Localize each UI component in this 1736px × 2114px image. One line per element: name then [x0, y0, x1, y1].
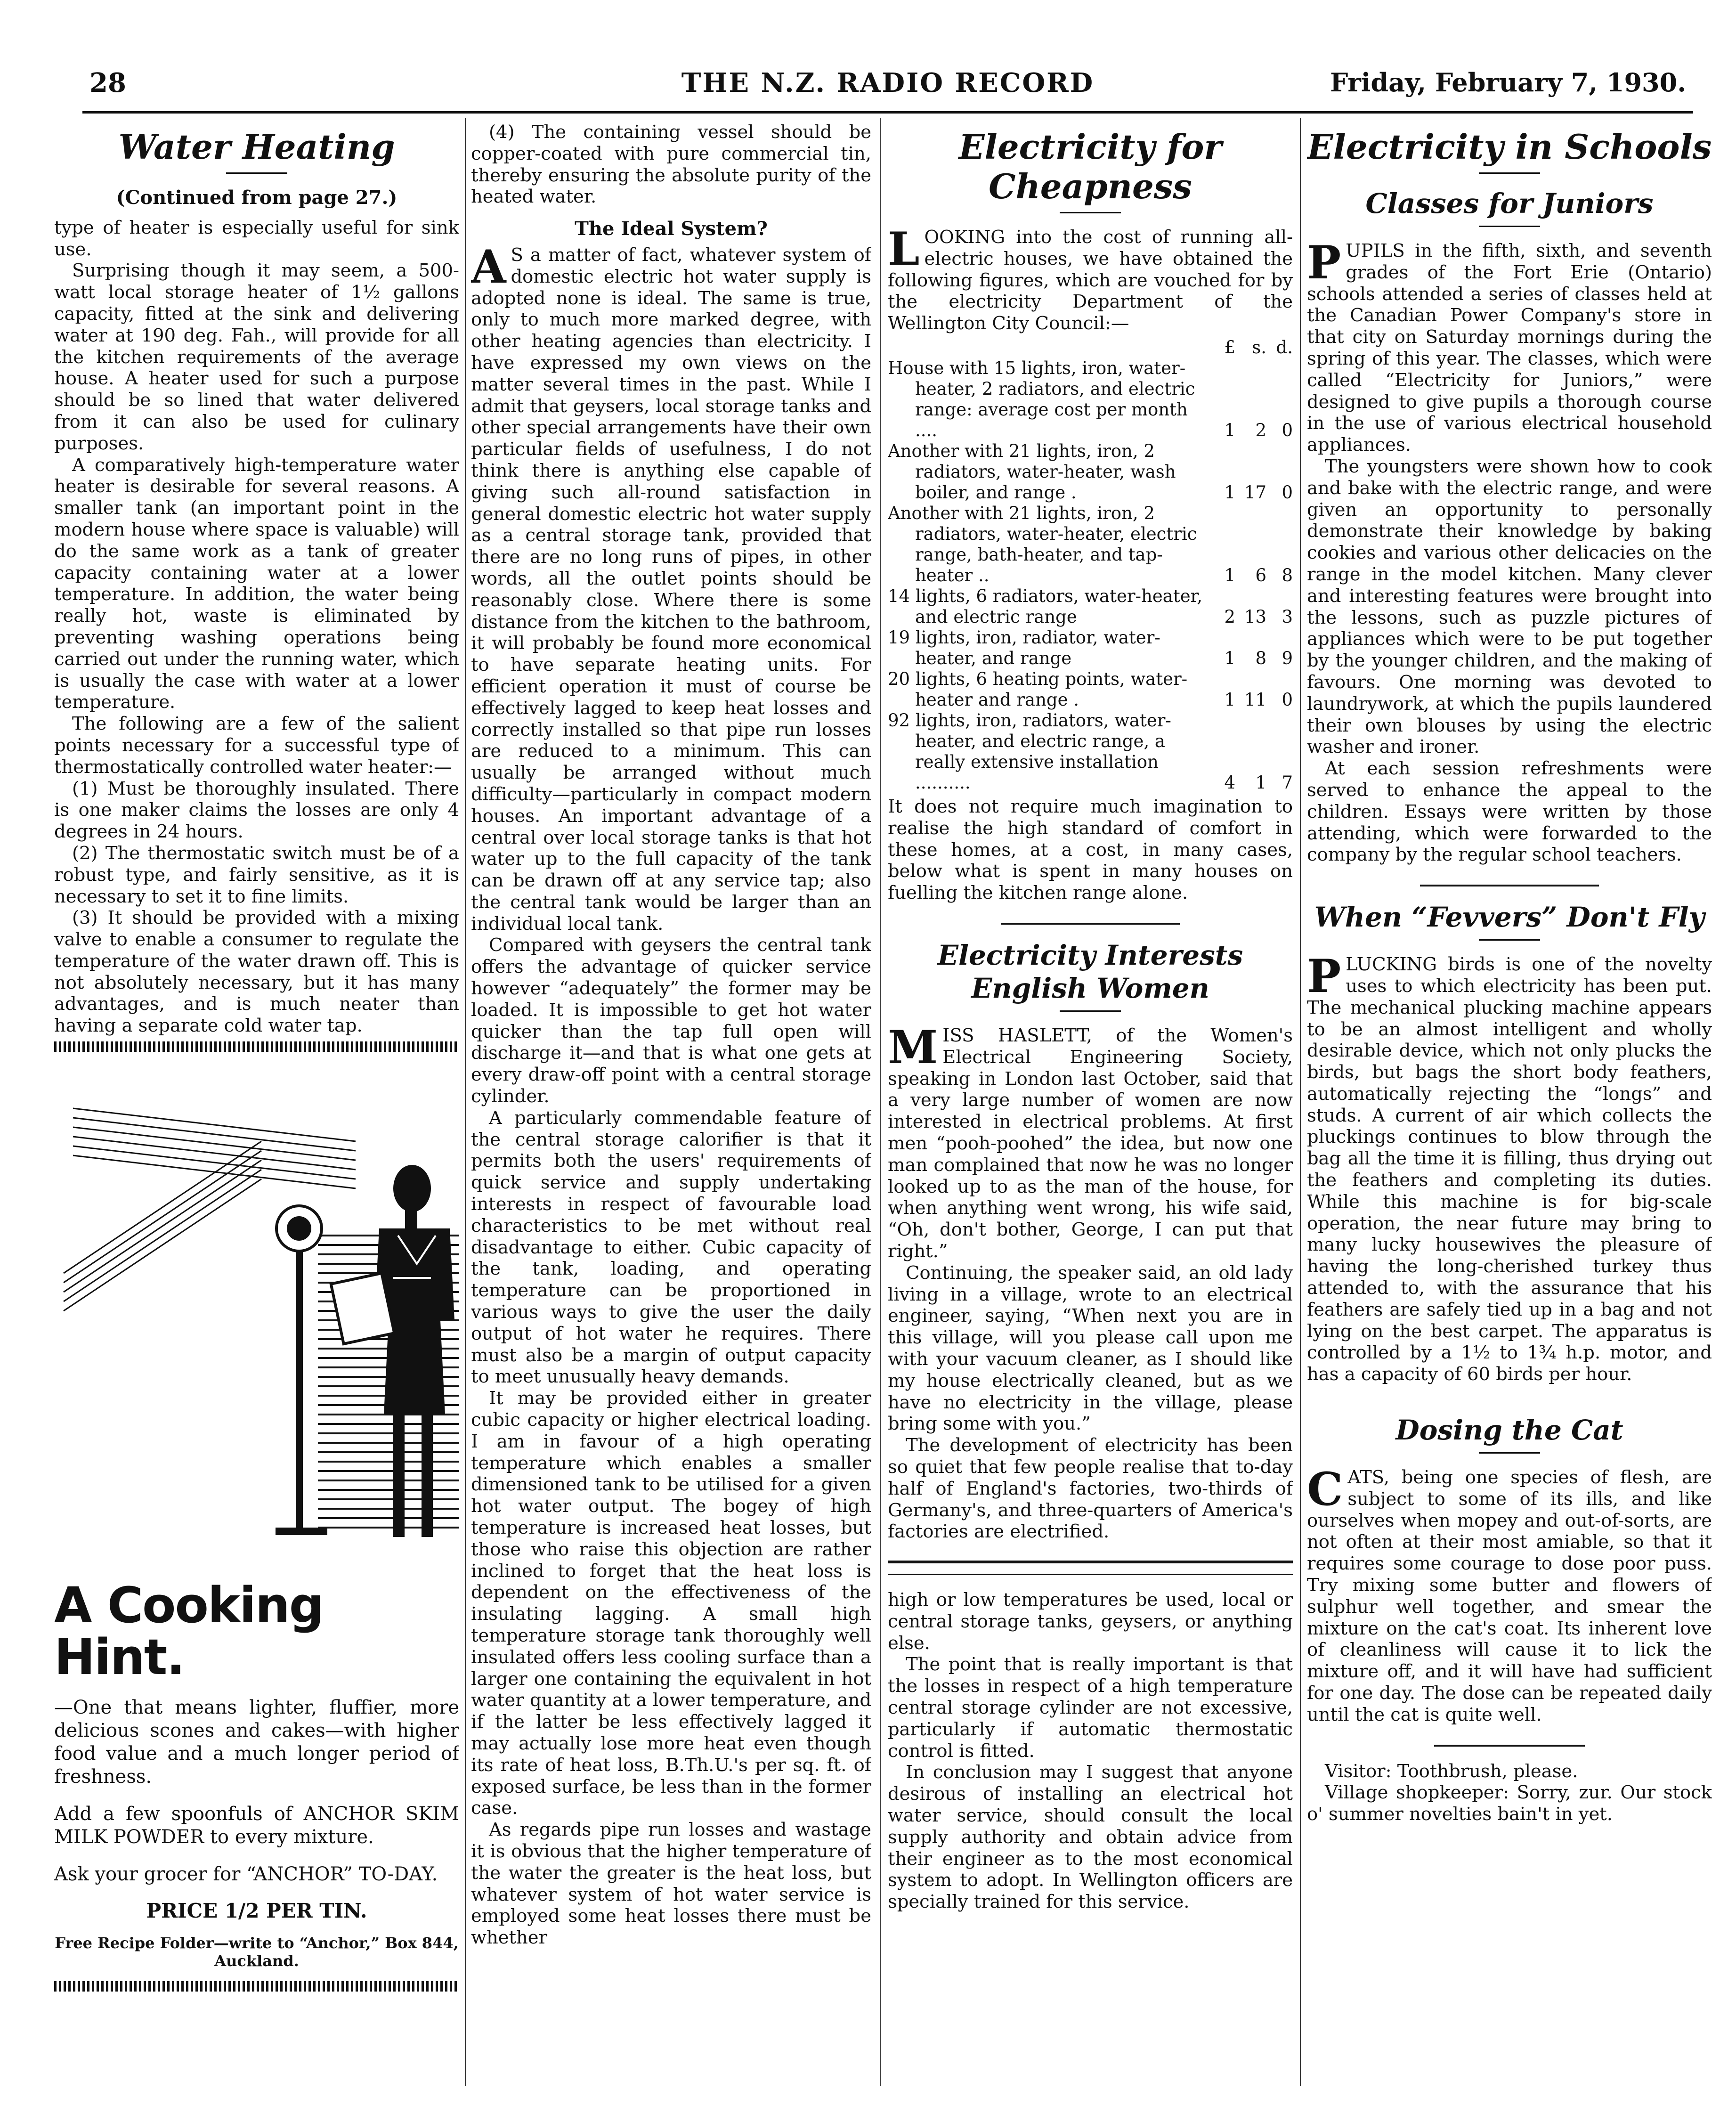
subheading-ideal-system: The Ideal System? — [575, 218, 768, 240]
table-row: 14 lights, 6 radiators, water-heater, and electric range 2 13 3 — [888, 585, 1293, 627]
paragraph: Compared with geysers the central tank offers the advantage of quicker service however “adequately” the former may be loaded. It is impossible to get hot water quicker than the tap full open will discharge it—and that is what one gets at every draw-off point with a central storage cylinder. — [471, 935, 871, 1107]
paragraph: (3) It should be provided with a mixing valve to enable a consumer to regulate the temperature of the water drawn off. This is not absolutely necessary, but it has many advantages, and is much neater than having a separate cold water tap. — [54, 907, 459, 1037]
paragraph: A comparatively high-temperature water heater is desirable for several reasons. A smaller tank (an important point in the modern house where space is valuable) will do the same work as a tank of greater capacity containing water at a lower temperature. In addition, the water being really hot, waste is eliminated by preventing washing operations being carried out under the running water, which is usually the case with water at a lower temperature. — [54, 454, 459, 713]
paragraph: high or low temperatures be used, local or central storage tanks, geysers, or anything else. — [888, 1589, 1293, 1654]
paragraph: CATS, being one species of flesh, are subject to some of its ills, and like ourselves when mopey and out-of-sorts, are not often at their most amiable, so that it requires some courage to dose poor puss. Try mixing some butter and flowers of sulphur well together, and smear the mixture on the cat's coat. Its inherent love of cleanliness will cause it to lick the mixture off, and it will have had sufficient for one day. The dose can be repeated daily until the cat is quite well. — [1307, 1463, 1712, 1725]
column-4 — [1307, 118, 1712, 2086]
drop-cap: P — [1307, 950, 1341, 1003]
ad-border — [54, 1041, 459, 1052]
paragraph: In conclusion may I suggest that anyone desirous of installing an electrical hot water service, should consult the local supply authority and obtain advice from their engineer as to the most economical system to adopt. In Wellington officers are specially trained for this service. — [888, 1762, 1293, 1913]
publication-title: THE N.Z. RADIO RECORD — [681, 67, 1095, 98]
column-3 — [888, 118, 1293, 2086]
paragraph: As regards pipe run losses and wastage it is obvious that the higher temperature of the water the greater is the heat loss, but whatever system of hot water service is employed some heat losses there must be whether — [471, 1819, 871, 1949]
article-title-water-heating: Water Heating — [118, 127, 395, 167]
issue-date: Friday, February 7, 1930. — [1330, 67, 1686, 98]
paragraph: The youngsters were shown how to cook and bake with the electric range, and were given an opportunity to personally demonstrate their knowledge by baking cookies and various other delicacies on the range in the model kitchen. Many clever and interesting features were brought into the lessons, such as puzzle pictures of appliances which were to be put together by the younger children, and the making of favours. One morning was devoted to laundrywork, at which the pupils laundered their own blouses by using the electric washer and ironer. — [1307, 455, 1712, 758]
section-rule — [1001, 923, 1180, 925]
article-title-cheapness: Electricity for Cheapness — [958, 127, 1222, 206]
drop-cap: M — [888, 1020, 938, 1074]
article-title-fevvers: When “Fevvers” Don't Fly — [1314, 901, 1705, 934]
masthead-rule — [82, 111, 1693, 114]
paragraph: It may be provided either in greater cubic capacity or higher electrical loading. I am in favour of a high operating temperature which enables a smaller dimensioned tank to be utilised for a given hot water output. The bogey of high temperature is increased heat losses, but those who raise this objection are rather inclined to forget that the heat loss is dependent on the effectiveness of the insulating lagging. A small high temperature storage tank thoroughly well insulated offers less cooling surface than a larger one containing the equivalent in hot water quantity at a lower temperature, and if the latter be less effectively lagged it may actually lose more heat even though its rate of heat loss, B.Th.U.'s per sq. ft. of exposed surface, be less than in the former case. — [471, 1388, 871, 1819]
title-rule — [1479, 939, 1540, 941]
ad-paragraph: —One that means lighter, fluffier, more delicious scones and cakes—with higher food value and a much longer period of freshness. — [54, 1697, 459, 1788]
paragraph: PUPILS in the fifth, sixth, and seventh grades of the Fort Erie (Ontario) schools attended a series of classes held at the Canadian Power Company's store in that city on Saturday mornings during the spring of this year. The classes, which were called “Electricity for Juniors,” were designed to give pupils a thorough course in the use of various electrical household appliances. — [1307, 236, 1712, 456]
ad-price: PRICE 1/2 PER TIN. — [146, 1899, 367, 1923]
article-title-schools: Electricity in Schools — [1307, 127, 1712, 167]
section-rule — [1434, 1745, 1585, 1747]
title-rule — [1060, 212, 1121, 213]
continued-note: (Continued from page 27.) — [116, 187, 397, 209]
paragraph: PLUCKING birds is one of the novelty uses to which electricity has been put. The mechanical plucking machine appears to be an almost intelligent and wholly desirable device, which not only plucks the birds, but bags the short body feathers, automatically rejecting the “longs” and studs. A current of air which collects the pluckings continues to blow through the bag all the time it is filling, thus drying out the feathers and completing its duties. While this machine is for big-scale operation, the near future may bring to many lucky housewives the pleasure of having the long-cherished turkey thus attended to, with the assurance that his feathers are safely tied up in a bag and not lying on the best carpet. The apparatus is controlled by a 1½ to 1¾ h.p. motor, and has a capacity of 60 birds per hour. — [1307, 950, 1712, 1385]
title-rule — [226, 172, 287, 174]
drop-cap: L — [888, 222, 920, 276]
paragraph: (4) The containing vessel should be copper-coated with pure commercial tin, thereby ensuring the absolute purity of the heated water. — [471, 122, 871, 208]
cooking-woman-illustration — [54, 1057, 459, 1584]
drop-cap: P — [1307, 236, 1341, 289]
title-rule — [1479, 226, 1540, 227]
drop-cap: C — [1307, 1463, 1343, 1516]
article-subtitle-schools: Classes for Juniors — [1365, 187, 1654, 220]
table-row: Another with 21 lights, iron, 2 radiators, water-heater, electric range, bath-heater, and tap-heater .. 1 6 8 — [888, 503, 1293, 585]
joke-line: Village shopkeeper: Sorry, zur. Our stock o' summer novelties bain't in yet. — [1307, 1782, 1712, 1825]
paragraph: A S a matter of fact, whatever system of domestic electric hot water supply is adopted none is ideal. The same is true, only to much more marked degree, with other heating agencies than electricity. I have expressed my own views on the matter several times in the past. While I admit that geysers, local storage tanks and other special arrangements have their own particular fields of usefulness, I do not think there is anything else capable of giving such all-round satisfaction in general domestic electric hot water supply as a central storage tank, provided that there are no long runs of pipes, in other words, all the outlet points should be reasonably close. Where there is some distance from the kitchen to the bathroom, it will probably be found more economical to have separate heating units. For efficient operation it must of course be effectively lagged to keep heat losses and correctly installed so that pipe run losses are reduced to a minimum. This can usually be arranged without much difficulty—particularly in compact modern houses. An important advantage of a central over local storage tanks is that hot water up to the full capacity of the tank can be drawn off at any service tap; also the central tank would be larger than an individual local tank. — [471, 240, 871, 935]
cost-table — [888, 337, 1293, 793]
paragraph: The following are a few of the salient points necessary for a successful type of thermostatically controlled water heater:— — [54, 713, 459, 778]
table-row: House with 15 lights, iron, water-heater, 2 radiators, and electric range: average cost per month .... 1 2 0 — [888, 358, 1293, 440]
section-rule — [1420, 885, 1599, 886]
anchor-advertisement — [54, 1041, 459, 1992]
ad-border — [54, 1981, 459, 1992]
column-divider — [465, 118, 466, 2086]
paragraph: It does not require much imagination to realise the high standard of comfort in these homes, at a cost, in many cases, below what is spent in many houses on fuelling the kitchen range alone. — [888, 796, 1293, 904]
column-1 — [54, 118, 459, 2086]
table-row: 19 lights, iron, radiator, water-heater, and range 1 8 9 — [888, 627, 1293, 668]
table-row: 20 lights, 6 heating points, water-heater and range . 1 11 0 — [888, 668, 1293, 710]
paragraph: LOOKING into the cost of running all-electric houses, we have obtained the following figures, which are vouched for by the electricity Department of the Wellington City Council:— — [888, 222, 1293, 334]
table-row: 92 lights, iron, radiators, water-heater, and electric range, a really extensive installation .......... 4 1 7 — [888, 710, 1293, 793]
paragraph: MISS HASLETT, of the Women's Electrical Engineering Society, speaking in London last October, said that a very large number of women are now interested in electrical problems. At first men “pooh-poohed” the idea, but now one man complained that now he was no longer looked up to as the man of the house, for when anything went wrong, his wife said, “Oh, don't bother, George, I can put that right.” — [888, 1020, 1293, 1262]
ad-paragraph: Ask your grocer for “ANCHOR” TO-DAY. — [54, 1863, 438, 1886]
page-number: 28 — [89, 67, 126, 98]
paragraph: A particularly commendable feature of the central storage calorifier is that it permits both the users' requirements of quick service and supply undertaking interests in respect of favourable load characteristics to be met without real disadvantage to either. Cubic capacity of the tank, loading, and operating temperature can be proportioned in various ways to give the user the daily output of hot water he requires. There must also be a margin of output capacity to meet unusually heavy demands. — [471, 1107, 871, 1388]
title-rule — [1479, 172, 1540, 174]
column-2 — [471, 118, 871, 2086]
title-rule — [1479, 1452, 1540, 1454]
column-divider — [1300, 118, 1301, 2086]
article-title-cat: Dosing the Cat — [1395, 1414, 1623, 1447]
paragraph: At each session refreshments were served to enhance the appeal to the children. Essays were written by those attending, which were forwarded to the company by the regular school teachers. — [1307, 758, 1712, 866]
table-header — [888, 337, 1293, 358]
ad-title: A Cooking Hint. — [54, 1577, 324, 1686]
double-rule — [888, 1561, 1293, 1575]
column-header: s. — [1252, 337, 1266, 358]
paragraph: type of heater is especially useful for sink use. — [54, 217, 459, 260]
table-row: Another with 21 lights, iron, 2 radiators, water-heater, wash boiler, and range . 1 17 0 — [888, 440, 1293, 503]
paragraph: The development of electricity has been so quiet that few people realise that to-day half of England's factories, two-thirds of Germany's, and three-quarters of America's factories are electrified. — [888, 1435, 1293, 1543]
title-rule — [1060, 1010, 1121, 1012]
column-header: d. — [1276, 337, 1293, 358]
paragraph: The point that is really important is that the losses in respect of a high temperature central storage cylinder are not excessive, particularly if automatic thermostatic control is fitted. — [888, 1654, 1293, 1762]
article-title-women: Electricity Interests English Women — [937, 939, 1243, 1004]
ad-footer: Free Recipe Folder—write to “Anchor,” Box 844, Auckland. — [55, 1934, 459, 1970]
paragraph: (2) The thermostatic switch must be of a robust type, and fairly sensitive, as it is necessary to set it to fine limits. — [54, 842, 459, 907]
paragraph: (1) Must be thoroughly insulated. There is one maker claims the losses are only 4 degrees in 24 hours. — [54, 778, 459, 843]
masthead — [89, 64, 1686, 101]
column-header: £ — [1224, 337, 1235, 358]
joke-line: Visitor: Toothbrush, please. — [1325, 1760, 1578, 1782]
paragraph: Surprising though it may seem, a 500-watt local storage heater of 1½ gallons capacity, fitted at the sink and delivering water at 190 deg. Fah., will provide for all the kitchen requirements of the average house. A heater used for such a purpose should be so lined that water delivered from it can also be used for culinary purposes. — [54, 260, 459, 454]
column-divider — [880, 118, 881, 2086]
ad-paragraph: Add a few spoonfuls of ANCHOR SKIM MILK POWDER to every mixture. — [54, 1803, 459, 1848]
paragraph: Continuing, the speaker said, an old lady living in a village, wrote to an electrical engineer, saying, “When next you are in this village, will you please call upon me with your vacuum cleaner, as I should like my house electrically cleaned, but as we have no electricity in the village, please bring some with you.” — [888, 1262, 1293, 1435]
drop-cap: A — [471, 240, 506, 293]
